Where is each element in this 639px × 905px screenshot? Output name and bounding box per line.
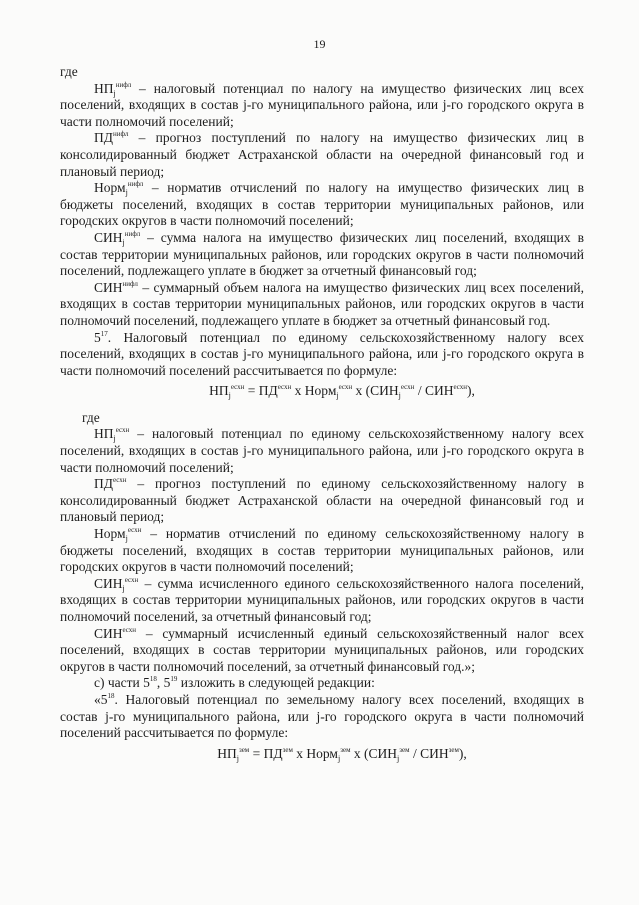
paragraph: $ПД^{есхн}$ – прогноз поступлений по единому сельскохозяйственному налогу в консолидированный бюджет Астраханской области на очередной финансовый год и плановый период; bbox=[60, 476, 584, 525]
paragraph: $5^{17}$. Налоговый потенциал по единому сельскохозяйственному налогу всех поселений, входящих в состав j-го муниципального района, или j-го городского округа в части полномочий поселений рассчитывается по формуле: bbox=[60, 329, 584, 378]
paragraph: $СИН^{нифл}$ – суммарный объем налога на имущество физических лиц всех поселений, входящих в состав территории муниципальных районов, или городских округов в части полномочий поселений, подлежащего уплате в бюджет за отчетный финансовый год. bbox=[60, 279, 584, 328]
paragraph: $НП_j^{нифл}$ – налоговый потенциал по налогу на имущество физических лиц всех поселений, входящих в состав j-го муниципального района, или j-го городского округа в части полномочий поселений; bbox=[60, 80, 584, 129]
paragraph: $ПД^{нифл}$ – прогноз поступлений по налогу на имущество физических лиц в консолидированный бюджет Астраханской области на очередной финансовый год и плановый период; bbox=[60, 130, 584, 179]
paragraph: $СИН_j^{есхн}$ – сумма исчисленного единого сельскохозяйственного налога поселений, входящих в состав территории муниципальных районов, или городских округов в части полномочий поселений, за отчетный финансовый год; bbox=[60, 575, 584, 624]
formula: $НП_j^{есхн} = ПД^{есхн}$ х Норм$_j^{есхн}$ х $(СИН_j^{есхн} / СИН^{есхн})$, bbox=[209, 383, 475, 401]
paragraph: $СИН^{есхн}$ – суммарный исчисленный единый сельскохозяйственный налог всех поселений, входящих в состав территории муниципальных районов, или городских округов в части полномочий поселений, за отчетный финансовый год.»; bbox=[60, 625, 584, 674]
formula: $НП_j^{зем} = ПД^{зем}$ х Норм$_j^{зем}$ х $(СИН_j^{зем} / СИН^{зем})$, bbox=[217, 745, 467, 763]
paragraph: с) части $5^{18}$, $5^{19}$ изложить в следующей редакции: bbox=[94, 675, 375, 691]
paragraph: Норм$_j^{нифл}$ – норматив отчислений по налогу на имущество физических лиц в бюджеты поселений, входящих в состав территории муниципальных районов, или городских округов в части полномочий поселений; bbox=[60, 180, 584, 229]
paragraph: где bbox=[82, 409, 100, 425]
paragraph: $СИН_j^{нифл}$ – сумма налога на имущество физических лиц поселений, входящих в состав территории муниципальных районов, или городских округов в части полномочий поселений, подлежащего уплате в бюджет за отчетный финансовый год; bbox=[60, 229, 584, 279]
paragraph: где bbox=[60, 64, 78, 79]
paragraph: $НП_j^{есхн}$ – налоговый потенциал по единому сельскохозяйственному налогу всех поселений, входящих в состав j-го муниципального района, или j-го городского округа в части полномочий поселений; bbox=[60, 426, 584, 475]
document-body bbox=[60, 64, 584, 772]
page-number: 19 bbox=[313, 37, 326, 51]
paragraph: «$5^{18}$. Налоговый потенциал по земельному налогу всех поселений, входящих в состав j-го муниципального района, или j-го городского округа в части полномочий поселений рассчитывается по формуле: bbox=[60, 691, 584, 741]
paragraph: Норм$_j^{есхн}$ – норматив отчислений по единому сельскохозяйственному налогу в бюджеты поселений, входящих в состав территории муниципальных районов, или городских округов в части полномочий поселений; bbox=[60, 526, 584, 575]
